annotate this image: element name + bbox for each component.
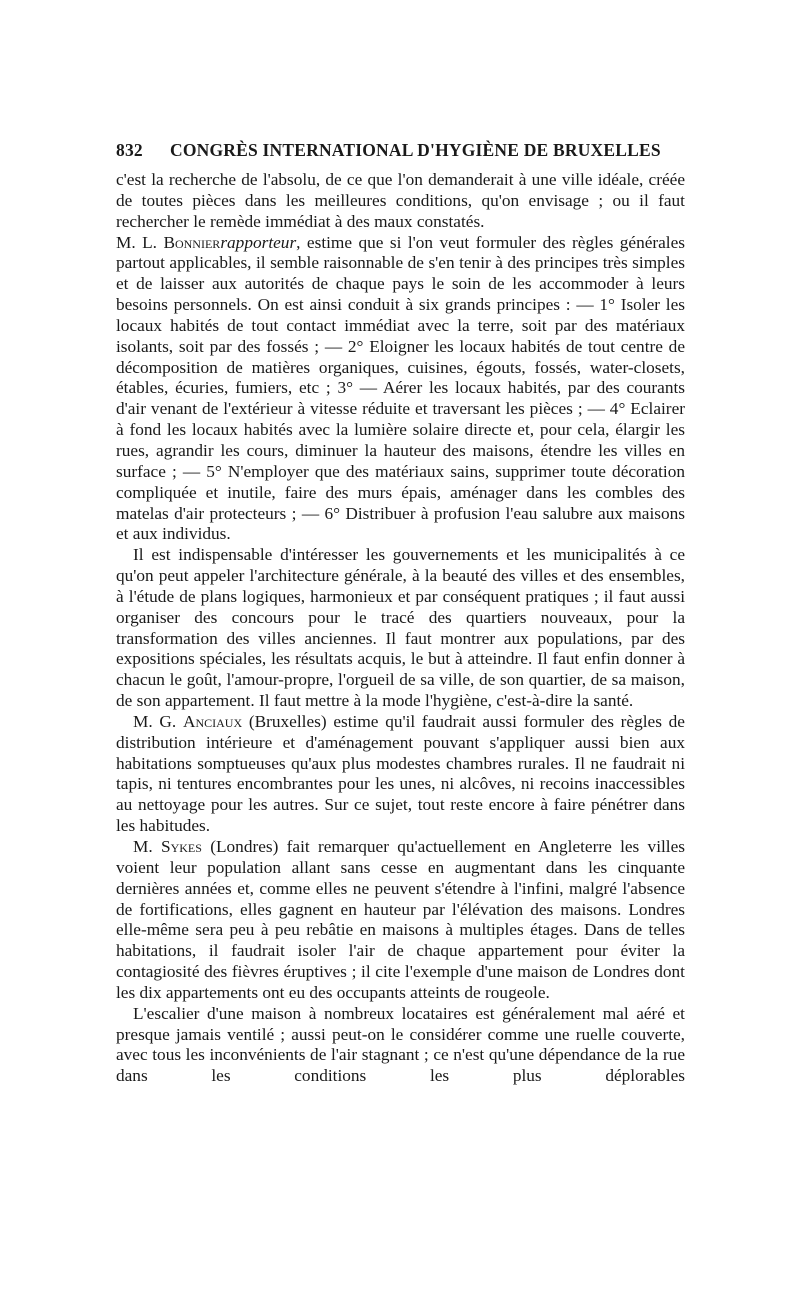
speaker-name: Bonnier — [163, 232, 221, 252]
paragraph-text: (Londres) fait remarquer qu'actuellement en Angleterre les villes voient leur population allant sans cesse en augmentant dans les cinquante dernières années et, comme elles ne peuvent s'étendre à l'infini, malgré l'absence de fortifications, elles gagnent en hauteur par l'élévation des maisons. Londres elle-même sera peu à peu rebâtie en maisons à multiples étages. Dans de telles habitations, il faudrait isoler l'air de chaque appartement pour éviter la contagiosité des fièvres éruptives ; il cite l'exemple d'une maison de Londres dont les dix appartements ont eu des occupants atteints de rougeole. — [116, 837, 685, 1002]
running-head — [116, 140, 685, 170]
speaker-name: Anciaux — [182, 711, 243, 731]
paragraph-text: , estime que si l'on veut formuler des règles générales partout applicables, il semble raisonnable de s'en tenir à des principes très simples et de laisser aux autorités de chaque pays le soin de les accommoder à leurs besoins personnels. On est ainsi conduit à six grands principes : — 1° Isoler les locaux habités de tout contact immédiat avec la terre, soit par des matériaux isolants, soit par des fossés ; — 2° Eloigner les locaux habités de tout centre de décomposition de matières organiques, cuisines, égouts, fossés, water-closets, étables, écuries, fumiers, etc ; 3° — Aérer les locaux habités, par des courants d'air venant de l'extérieur à vitesse réduite et traversant les pièces ; — 4° Eclairer à fond les locaux habités avec la lumière solaire directe et, pour cela, élargir les rues, agrandir les cours, diminuer la hauteur des maisons, étendre les villes en surface ; — 5° N'employer que des matériaux sains, supprimer toute décoration compliquée et inutile, faire des murs épais, aménager dans les combles des matelas d'air protecteurs ; — 6° Distribuer à profusion l'eau salubre aux maisons et aux individus. — [116, 232, 685, 544]
paragraph-text: (Bruxelles) estime qu'il faudrait aussi formuler des règles de distribution intérieure et d'aménagement pouvant s'appliquer aussi bien aux habitations somptueuses qu'aux plus modestes chambres rurales. Il ne faudrait ni tapis, ni tentures encombrantes pour les unes, ni alcôves, ni recoins inaccessibles au nettoyage pour les autres. Sur ce sujet, tout reste encore à faire pénétrer dans les habitudes. — [116, 711, 685, 836]
speaker-name: Sykes — [160, 837, 202, 856]
paragraph-architecture — [116, 545, 685, 712]
running-title: CONGRÈS INTERNATIONAL D'HYGIÈNE DE BRUXELLES — [170, 140, 661, 160]
paragraph-text: c'est la recherche de l'absolu, de ce que l'on demanderait à une ville idéale, créée de toutes pièces dans les meilleures conditions, qu'on envisage ; ou il faut rechercher le remède immédiat à des maux constatés. — [116, 170, 685, 231]
paragraph-continuation — [116, 170, 685, 233]
paragraph-bonnier — [116, 233, 685, 546]
speaker-role: rapporteur — [220, 232, 297, 252]
paragraph-sykes — [116, 837, 685, 1004]
book-page — [116, 140, 685, 1087]
paragraph-anciaux — [116, 712, 685, 837]
page-number: 832 — [116, 140, 143, 160]
speaker-prefix: M. — [133, 837, 161, 856]
paragraph-escalier — [116, 1004, 685, 1087]
body-text — [116, 170, 685, 1087]
paragraph-text: Il est indispensable d'intéresser les gouvernements et les municipalités à ce qu'on peut appeler l'architecture générale, à la beauté des villes et des ensembles, à l'étude de plans logiques, harmonieux et par conséquent pratiques ; il faut aussi organiser des concours pour le tracé des quartiers nouveaux, pour la transformation des villes anciennes. Il faut montrer aux populations, par des expositions spéciales, les résultats acquis, le but à atteindre. Il faut enfin donner à chacun le goût, l'amour-propre, l'orgueil de sa ville, de son quartier, de sa maison, de son appartement. Il faut mettre à la mode l'hygiène, c'est-à-dire la santé. — [116, 545, 685, 711]
speaker-prefix: M. G. — [133, 711, 183, 731]
speaker-prefix: M. L. — [116, 232, 164, 252]
paragraph-text: L'escalier d'une maison à nombreux locataires est généralement mal aéré et presque jamais ventilé ; aussi peut-on le considérer comme une ruelle couverte, avec tous les inconvénients de l'air stagnant ; ce n'est qu'une dépendance de la rue dans les conditions les plus déplorables — [116, 1003, 685, 1086]
